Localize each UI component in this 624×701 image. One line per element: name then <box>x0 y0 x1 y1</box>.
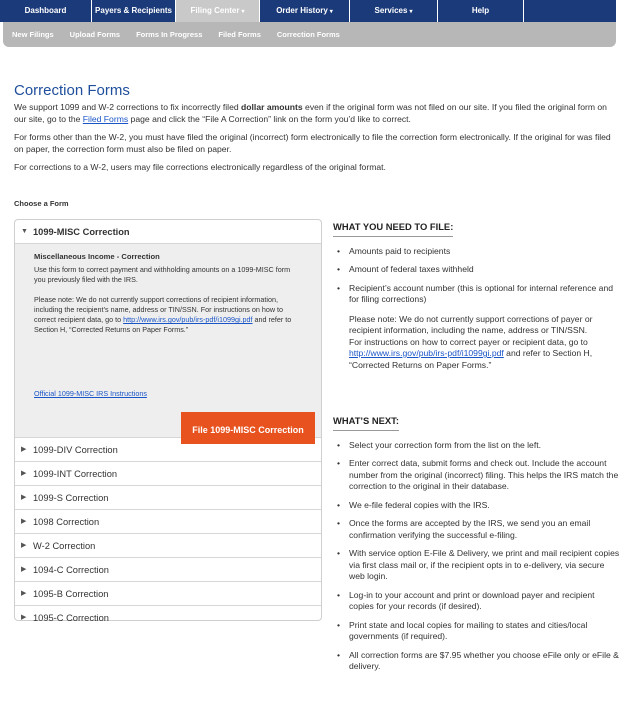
accordion-label: 1099-INT Correction <box>33 468 118 479</box>
need-note <box>333 314 620 372</box>
triangle-right-icon: ▶ <box>21 469 27 477</box>
nav-label: Help <box>471 6 490 15</box>
top-nav <box>0 0 616 22</box>
intro-paragraph-3: For corrections to a W-2, users may file corrections electronically regardless of the original format. <box>14 162 386 172</box>
list-item <box>333 283 620 372</box>
nav-label: Order History <box>276 6 328 15</box>
intro-paragraph-1 <box>14 102 619 125</box>
panel-body-1: Use this form to correct payment and withholding amounts on a 1099-MISC form you previously filed with the IRS. <box>34 265 291 284</box>
irs-instructions-link[interactable]: Official 1099-MISC IRS Instructions <box>34 389 147 398</box>
accordion-label: 1099-S Correction <box>33 492 109 503</box>
list-item: • Amount of federal taxes withheld <box>333 264 620 276</box>
list-item: • Enter correct data, submit forms and check out. Include the account number from the original (incorrect) filing. This helps the IRS match the correction to the original in their database. <box>333 458 620 493</box>
list-item: • Once the forms are accepted by the IRS, we send you an email confirmation verifying the successful e-filing. <box>333 518 620 541</box>
list-item: • Select your correction form from the list on the left. <box>333 440 620 452</box>
next-list <box>333 440 620 673</box>
chevron-down-icon: ▾ <box>241 9 245 15</box>
accordion-panel-1099-misc <box>15 244 321 438</box>
nav-order-history[interactable] <box>260 0 350 22</box>
subnav-upload-forms[interactable]: Upload Forms <box>69 30 121 39</box>
triangle-right-icon: ▶ <box>21 541 27 549</box>
irs-pdf-link[interactable]: http://www.irs.gov/pub/irs-pdf/i1099gi.pdf <box>349 348 504 358</box>
accordion-title: 1099-MISC Correction <box>33 226 130 237</box>
subnav-new-filings[interactable]: New Filings <box>12 30 54 39</box>
panel-body-2 <box>34 295 296 335</box>
accordion-label: 1099-DIV Correction <box>33 444 118 455</box>
need-to-file-title: WHAT YOU NEED TO FILE: <box>333 221 453 237</box>
nav-filing-center[interactable] <box>176 0 260 22</box>
nav-label: Dashboard <box>24 6 67 15</box>
chevron-down-icon: ▾ <box>409 9 413 15</box>
nav-filler <box>524 0 616 22</box>
need-to-file-section <box>333 221 620 378</box>
panel-body-2b: and refer to Section H, “Corrected Returns on Paper Forms.” <box>34 315 292 334</box>
note-a: Please note: We do not currently support corrections of payer or recipient information, including the name, address or TIN/SSN. <box>349 313 593 335</box>
whats-next-section <box>333 415 620 680</box>
filed-forms-link[interactable]: Filed Forms <box>82 113 129 124</box>
accordion-1094-c[interactable] <box>15 558 321 582</box>
accordion-1099-s[interactable] <box>15 486 321 510</box>
list-item: • Amounts paid to recipients <box>333 246 620 258</box>
triangle-right-icon: ▶ <box>21 565 27 573</box>
panel-body-2a: Please note: We do not currently support corrections of recipient information, including the recipient’s name, address or TIN/SSN. For instructions on how to correct recipient data, go to <box>34 295 284 324</box>
list-item: • All correction forms are $7.95 whether you choose eFile only or eFile & delivery. <box>333 650 620 673</box>
triangle-right-icon: ▶ <box>21 589 27 597</box>
note-c: and refer to Section H, “Corrected Returns on Paper Forms.” <box>349 348 593 370</box>
list-item: • With service option E-File & Delivery, we print and mail recipient copies via first class mail or, if the recipient opts in to e-delivery, via secure web login. <box>333 548 620 583</box>
nav-dashboard[interactable] <box>0 0 92 22</box>
accordion-label: 1095-B Correction <box>33 588 109 599</box>
file-correction-button[interactable]: File 1099-MISC Correction <box>181 412 315 444</box>
accordion-1098[interactable] <box>15 510 321 534</box>
intro-text-c: even if the original form was not filed on our site. If you filed the original form on our site, go to the <box>14 102 607 124</box>
panel-subtitle: Miscellaneous Income - Correction <box>34 252 160 261</box>
need-list <box>333 246 620 372</box>
note-b: For instructions on how to correct payer or recipient data, go to <box>349 336 588 347</box>
subnav-correction-forms[interactable]: Correction Forms <box>276 30 340 39</box>
triangle-right-icon: ▶ <box>21 517 27 525</box>
accordion-label: 1095-C Correction <box>33 613 109 623</box>
intro-text-a: We support 1099 and W-2 corrections to fix incorrectly filed <box>14 102 242 112</box>
intro-paragraph-2: For forms other than the W-2, you must have filed the original (incorrect) form electronically to file the correction form electronically. If the original for was filed on paper, the correction form must also be filed on paper. <box>14 132 611 154</box>
sub-nav <box>3 22 616 47</box>
list-item-text: Recipient’s account number (this is optional for internal reference and for filing corrections) <box>349 282 614 304</box>
intro-text <box>14 102 619 181</box>
choose-form-label: Choose a Form <box>14 199 69 208</box>
nav-label: Filing Center <box>190 6 240 15</box>
whats-next-title: WHAT’S NEXT: <box>333 415 399 431</box>
nav-label: Payers & Recipients <box>95 6 172 15</box>
irs-pdf-link[interactable]: http://www.irs.gov/pub/irs-pdf/i1099gi.pdf <box>123 315 253 324</box>
nav-payers-recipients[interactable] <box>92 0 176 22</box>
page-title: Correction Forms <box>14 82 130 99</box>
list-item: • Log-in to your account and print or download payer and recipient copies for your records (if desired). <box>333 590 620 613</box>
subnav-forms-in-progress[interactable]: Forms In Progress <box>136 30 203 39</box>
intro-bold: dollar amounts <box>241 102 303 112</box>
nav-label: Services <box>374 6 408 15</box>
triangle-down-icon: ▼ <box>21 227 28 235</box>
chevron-down-icon: ▾ <box>329 9 333 15</box>
subnav-filed-forms[interactable]: Filed Forms <box>218 30 261 39</box>
form-accordion <box>14 219 322 621</box>
accordion-1095-b[interactable] <box>15 582 321 606</box>
accordion-label: 1094-C Correction <box>33 564 109 575</box>
accordion-1099-misc[interactable] <box>15 220 321 244</box>
triangle-right-icon: ▶ <box>21 614 27 621</box>
list-item: • Print state and local copies for mailing to states and cities/local governments (if required). <box>333 620 620 643</box>
nav-help[interactable] <box>438 0 524 22</box>
accordion-label: 1098 Correction <box>33 516 100 527</box>
triangle-right-icon: ▶ <box>21 493 27 501</box>
list-item: • We e-file federal copies with the IRS. <box>333 500 620 512</box>
nav-services[interactable] <box>350 0 438 22</box>
intro-text-d: page and click the “File A Correction” link on the form you’d like to correct. <box>128 113 411 124</box>
triangle-right-icon: ▶ <box>21 445 27 453</box>
accordion-label: W-2 Correction <box>33 540 96 551</box>
accordion-1099-int[interactable] <box>15 462 321 486</box>
accordion-1095-c[interactable] <box>15 606 321 630</box>
panel-body <box>34 265 296 345</box>
accordion-w2[interactable] <box>15 534 321 558</box>
